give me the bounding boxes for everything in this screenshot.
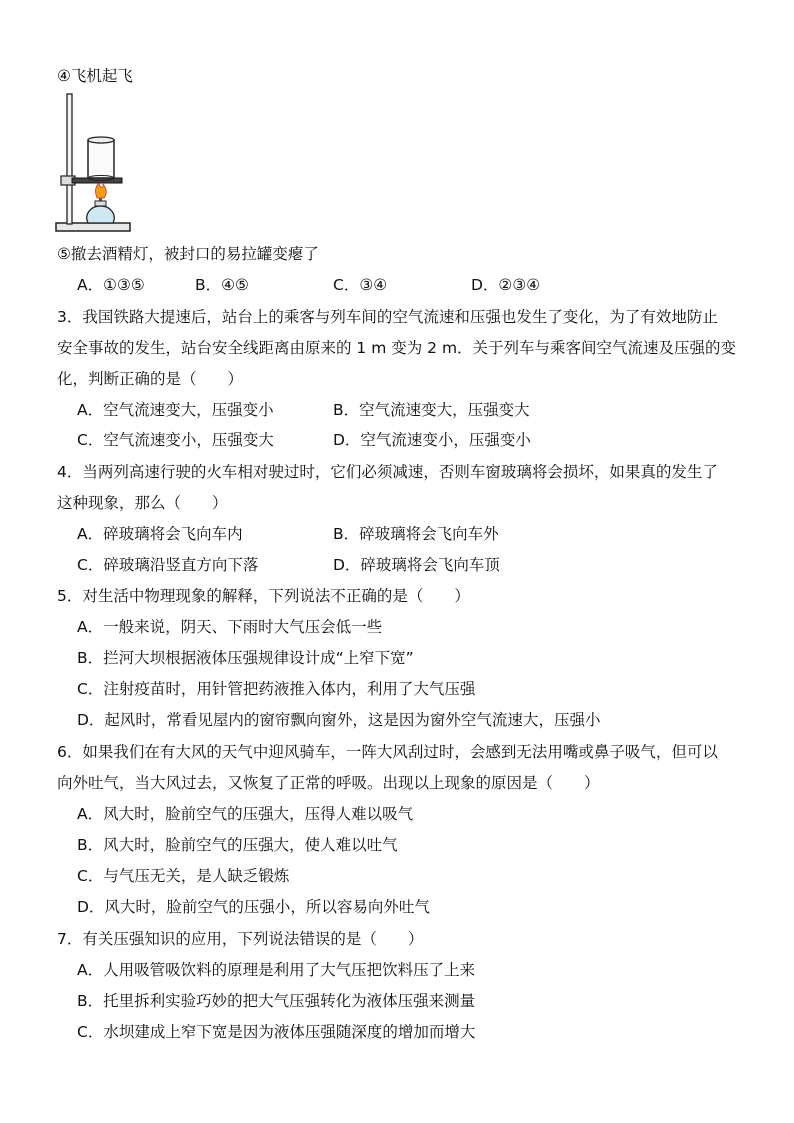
q3-stem-line-1: 3．我国铁路大提速后，站台上的乘客与列车间的空气流速和压强也发生了变化，为了有效地防止 xyxy=(57,308,718,326)
q7-option-b[interactable]: B．托里拆利实验巧妙的把大气压强转化为液体压强来测量 xyxy=(77,992,476,1010)
q3-stem-line-2: 安全事故的发生，站台安全线距离由原来的 1 m 变为 2 m．关于列车与乘客间空气流速及压强的变 xyxy=(57,339,737,357)
q4-option-b[interactable]: B．碎玻璃将会飞向车外 xyxy=(333,525,499,543)
q2-option-a[interactable]: A．①③⑤ xyxy=(77,276,145,294)
q2-option-c[interactable]: C．③④ xyxy=(333,276,388,294)
q6-option-d[interactable]: D．风大时，脸前空气的压强小，所以容易向外吐气 xyxy=(77,898,430,916)
q4-option-d[interactable]: D．碎玻璃将会飞向车顶 xyxy=(333,556,500,574)
q3-option-a[interactable]: A．空气流速变大，压强变小 xyxy=(77,401,274,419)
q7-option-c[interactable]: C．水坝建成上窄下宽是因为液体压强随深度的增加而增大 xyxy=(77,1023,476,1041)
q5-option-d[interactable]: D．起风时，常看见屋内的窗帘飘向窗外，这是因为窗外空气流速大，压强小 xyxy=(77,711,601,729)
q4-option-c[interactable]: C．碎玻璃沿竖直方向下落 xyxy=(77,556,259,574)
q3-stem-line-3: 化，判断正确的是（ ） xyxy=(57,370,244,388)
q2-option-d[interactable]: D．②③④ xyxy=(471,276,541,294)
q5-stem-line-1: 5．对生活中物理现象的解释，下列说法不正确的是（ ） xyxy=(57,587,470,605)
q4-stem-line-2: 这种现象，那么（ ） xyxy=(57,494,228,512)
q7-option-a[interactable]: A．人用吸管吸饮料的原理是利用了大气压把饮料压了上来 xyxy=(77,961,476,979)
q5-option-b[interactable]: B．拦河大坝根据液体压强规律设计成“上窄下宽” xyxy=(77,649,414,667)
q3-option-b[interactable]: B．空气流速变大，压强变大 xyxy=(333,401,530,419)
q3-option-d[interactable]: D．空气流速变小，压强变小 xyxy=(333,431,531,449)
q6-option-c[interactable]: C．与气压无关，是人缺乏锻炼 xyxy=(77,867,290,885)
q6-option-b[interactable]: B．风大时，脸前空气的压强大，使人难以吐气 xyxy=(77,836,398,854)
q2-option-b[interactable]: B．④⑤ xyxy=(195,276,249,294)
q7-stem-line-1: 7．有关压强知识的应用，下列说法错误的是（ ） xyxy=(57,930,424,948)
q6-option-a[interactable]: A．风大时，脸前空气的压强大，压得人难以吸气 xyxy=(77,805,414,823)
q2-item-4: ④飞机起飞 xyxy=(57,67,133,85)
q5-option-c[interactable]: C．注射疫苗时，用针管把药液推入体内，利用了大气压强 xyxy=(77,680,476,698)
q5-option-a[interactable]: A．一般来说，阴天、下雨时大气压会低一些 xyxy=(77,618,383,636)
q6-stem-line-2: 向外吐气，当大风过去，又恢复了正常的呼吸。出现以上现象的原因是（ ） xyxy=(57,774,600,792)
q3-option-c[interactable]: C．空气流速变小，压强变大 xyxy=(77,431,274,449)
q4-option-a[interactable]: A．碎玻璃将会飞向车内 xyxy=(77,525,243,543)
can-heating-apparatus-figure xyxy=(52,90,132,235)
q2-item-5: ⑤撤去酒精灯，被封口的易拉罐变瘪了 xyxy=(57,245,319,263)
q4-stem-line-1: 4．当两列高速行驶的火车相对驶过时，它们必须减速，否则车窗玻璃将会损坏，如果真的发生了 xyxy=(57,463,718,481)
q6-stem-line-1: 6．如果我们在有大风的天气中迎风骑车，一阵大风刮过时，会感到无法用嘴或鼻子吸气，但可以 xyxy=(57,743,718,761)
